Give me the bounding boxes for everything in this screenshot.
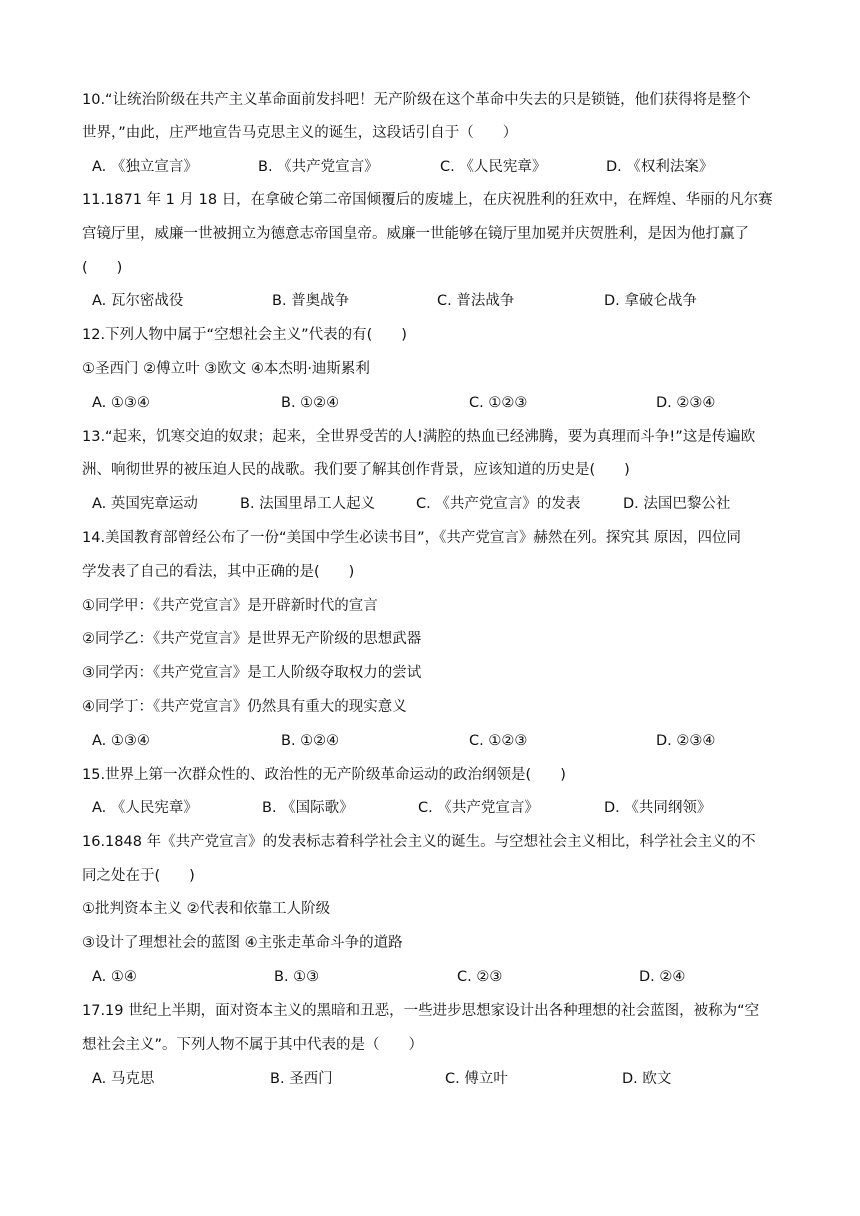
question-17-option-b: B. 圣西门 — [270, 1071, 333, 1087]
question-16-line-1: 16.1848 年《共产党宣言》的发表标志着科学社会主义的诞生。与空想社会主义相比，科学社会主义的不 — [82, 834, 756, 850]
question-17-option-c: C. 傅立叶 — [445, 1071, 508, 1087]
question-11-option-c: C. 普法战争 — [437, 293, 515, 309]
question-16-line-4: ③设计了理想社会的蓝图 ④主张走革命斗争的道路 — [82, 935, 403, 951]
question-16-line-2: 同之处在于( ) — [82, 868, 195, 884]
question-15-option-b: B. 《国际歌》 — [262, 800, 354, 816]
question-14-line-3: ①同学甲：《共产党宣言》是开辟新时代的宣言 — [82, 598, 378, 614]
question-14-option-a: A. ①③④ — [92, 733, 150, 749]
question-17-option-d: D. 欧文 — [622, 1071, 672, 1087]
question-14-line-5: ③同学丙：《共产党宣言》是工人阶级夺取权力的尝试 — [82, 665, 422, 681]
question-12-option-d: D. ②③④ — [656, 395, 716, 411]
question-15-line-1: 15.世界上第一次群众性的、政治性的无产阶级革命运动的政治纲领是( ) — [82, 767, 566, 783]
question-16-option-c: C. ②③ — [457, 969, 503, 985]
question-13-option-d: D. 法国巴黎公社 — [623, 496, 731, 512]
question-12-option-c: C. ①②③ — [469, 395, 528, 411]
question-16-option-d: D. ②④ — [639, 969, 686, 985]
question-17-line-1: 17.19 世纪上半期，面对资本主义的黑暗和丑恶，一些进步思想家设计出各种理想的社会蓝图，被称为“空 — [82, 1003, 760, 1019]
question-10-line-1: 10.“让统治阶级在共产主义革命面前发抖吧！无产阶级在这个革命中失去的只是锁链，他们获得将是整个 — [82, 92, 751, 108]
question-14-line-6: ④同学丁：《共产党宣言》仍然具有重大的现实意义 — [82, 699, 407, 715]
question-14-line-4: ②同学乙：《共产党宣言》是世界无产阶级的思想武器 — [82, 631, 422, 647]
question-13-option-b: B. 法国里昂工人起义 — [240, 496, 376, 512]
question-17-line-2: 想社会主义”。下列人物不属于其中代表的是（ ） — [82, 1037, 424, 1053]
question-11-option-a: A. 瓦尔密战役 — [92, 293, 184, 309]
question-13-option-c: C. 《共产党宣言》的发表 — [416, 496, 581, 512]
question-12-option-b: B. ①②④ — [281, 395, 340, 411]
question-14-line-1: 14.美国教育部曾经公布了一份“美国中学生必读书目”，《共产党宣言》赫然在列。探究其 原因，四位同 — [82, 530, 741, 546]
question-12-line-2: ①圣西门 ②傅立叶 ③欧文 ④本杰明·迪斯累利 — [82, 361, 370, 377]
question-10-option-b: B. 《共产党宣言》 — [258, 159, 379, 175]
question-14-option-b: B. ①②④ — [281, 733, 340, 749]
question-10-option-a: A. 《独立宣言》 — [92, 159, 198, 175]
question-15-option-c: C. 《共产党宣言》 — [418, 800, 539, 816]
question-10-line-2: 世界，”由此，庄严地宣告马克思主义的诞生，这段话引自于（ ） — [82, 125, 518, 141]
question-11-line-1: 11.1871 年 1 月 18 日，在拿破仑第二帝国倾覆后的废墟上，在庆祝胜利的狂欢中，在辉煌、华丽的凡尔赛 — [82, 192, 773, 208]
question-16-line-3: ①批判资本主义 ②代表和依靠工人阶级 — [82, 901, 331, 917]
question-15-option-d: D. 《共同纲领》 — [604, 800, 712, 816]
question-11-option-b: B. 普奥战争 — [272, 293, 350, 309]
question-10-option-d: D. 《权利法案》 — [606, 159, 714, 175]
question-12-line-1: 12.下列人物中属于“空想社会主义”代表的有( ) — [82, 327, 407, 343]
question-15-option-a: A. 《人民宪章》 — [92, 800, 198, 816]
question-14-line-2: 学发表了自己的看法，其中正确的是( ) — [82, 564, 355, 580]
question-11-line-3: ( ) — [82, 260, 123, 276]
question-13-line-1: 13.“起来，饥寒交迫的奴隶；起来，全世界受苦的人!满腔的热血已经沸腾，要为真理而斗争!”这是传遍欧 — [82, 429, 756, 445]
question-14-option-c: C. ①②③ — [469, 733, 528, 749]
question-13-line-2: 洲、响彻世界的被压迫人民的战歌。我们要了解其创作背景，应该知道的历史是( ) — [82, 462, 630, 478]
question-16-option-a: A. ①④ — [92, 969, 137, 985]
question-17-option-a: A. 马克思 — [92, 1071, 155, 1087]
question-16-option-b: B. ①③ — [274, 969, 320, 985]
question-14-option-d: D. ②③④ — [656, 733, 716, 749]
question-13-option-a: A. 英国宪章运动 — [92, 496, 198, 512]
question-11-option-d: D. 拿破仑战争 — [604, 293, 697, 309]
question-11-line-2: 宫镜厅里，威廉一世被拥立为德意志帝国皇帝。威廉一世能够在镜厅里加冕并庆贺胜利，是因为他打赢了 — [82, 226, 749, 242]
question-10-option-c: C. 《人民宪章》 — [440, 159, 547, 175]
question-12-option-a: A. ①③④ — [92, 395, 150, 411]
